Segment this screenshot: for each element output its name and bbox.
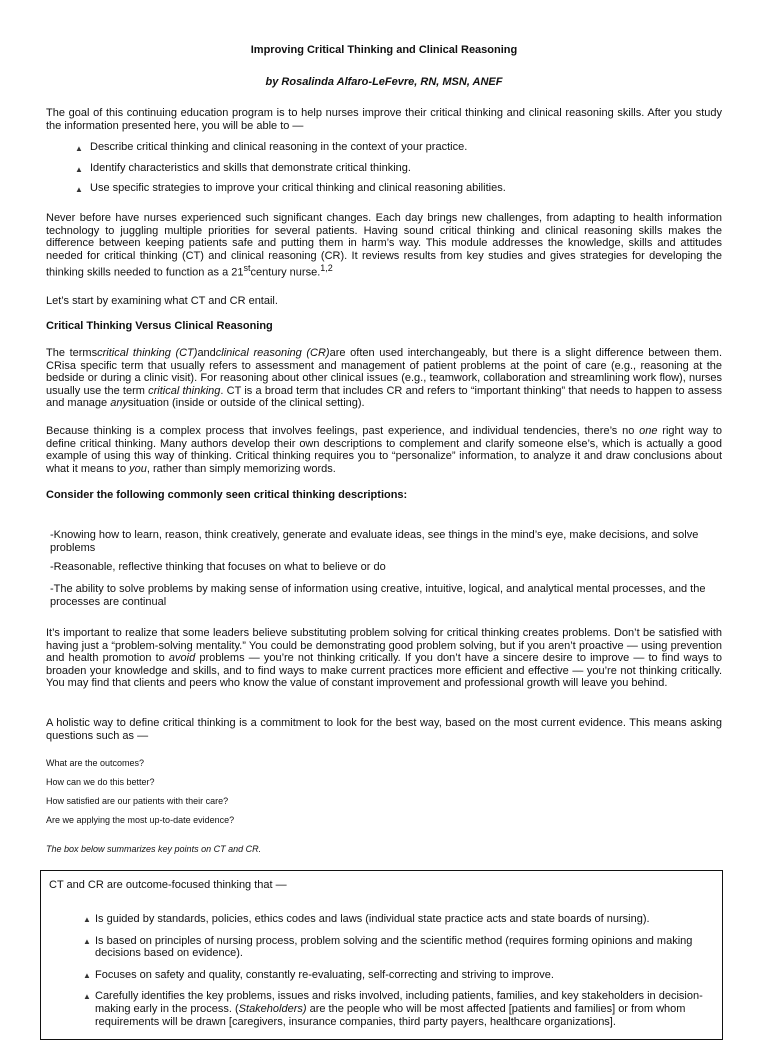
- list-item: ▲ Is based on principles of nursing process, problem solving and the scientific method (requires forming opinions and making decisions based on evidence).: [83, 934, 693, 960]
- list-item: ▲ Carefully identifies the key problems, issues and risks involved, including patients, families, and key stakeholders in decision-making early in the process. (Stakeholders) are the people who will be most affected [patients and families] or from whom requirements will be drawn [caregivers, insurance companies, third party payers, healthcare organizations].: [83, 990, 703, 1028]
- triangle-bullet-icon: ▲: [83, 992, 91, 1002]
- triangle-bullet-icon: ▲: [75, 185, 83, 195]
- box-note: The box below summarizes key points on CT and CR.: [46, 844, 262, 854]
- question-item: How can we do this better?: [46, 777, 155, 787]
- lets-start-paragraph: Let’s start by examining what CT and CR entail.: [46, 295, 278, 307]
- author-byline: by Rosalinda Alfaro-LeFevre, RN, MSN, ANEF: [265, 76, 503, 88]
- document-title: Improving Critical Thinking and Clinical Reasoning: [250, 44, 518, 56]
- because-paragraph: Because thinking is a complex process that involves feelings, past experience, and individual tendencies, there’s no one right way to define critical thinking. Many authors develop their own descriptions to complement and clarify someone else’s, which is actually a good example of using this way of thinking. Critical thinking requires you to “personalize” information, to analyze it and draw conclusions about what it means to you, rather than simply memorizing words.: [46, 425, 723, 475]
- description-item: -Knowing how to learn, reason, think creatively, generate and evaluate ideas, see things in the mind’s eye, make decisions, and solve problems: [50, 529, 699, 554]
- triangle-bullet-icon: ▲: [83, 936, 91, 946]
- list-item: [75, 162, 715, 175]
- triangle-bullet-icon: ▲: [75, 164, 83, 174]
- question-item: Are we applying the most up-to-date evidence?: [46, 815, 235, 825]
- description-item: -The ability to solve problems by making sense of information using creative, intuitive, logical, and analytical mental processes, and the processes are continual: [50, 583, 706, 608]
- objective-text: Identify characteristics and skills that demonstrate critical thinking.: [90, 161, 411, 174]
- summary-list: [83, 913, 711, 1037]
- question-item: How satisfied are our patients with their care?: [46, 796, 229, 806]
- important-paragraph: It’s important to realize that some leaders believe substituting problem solving for critical thinking creates problems. Don’t be satisfied with having just a “problem-solving mentality.” You could be demonstrating good problem solving, but if you aren’t proactive — using prevention and health promotion to avoid problems — you’re not thinking critically. If you don’t have a sincere desire to improve — to find ways to broaden your knowledge and skills, and to find ways to make current practices more efficient and effective — you’re not thinking critically. You may find that clients and peers who know the value of constant improvement and professional growth will leave you behind.: [46, 627, 722, 690]
- section-heading-descriptions: Consider the following commonly seen critical thinking descriptions:: [46, 489, 408, 501]
- list-item: ▲ Focuses on safety and quality, constantly re-evaluating, self-correcting and striving to improve.: [83, 968, 554, 981]
- list-item: [75, 182, 715, 195]
- triangle-bullet-icon: ▲: [83, 915, 91, 924]
- list-item: [75, 141, 715, 154]
- question-item: What are the outcomes?: [46, 758, 145, 768]
- holistic-paragraph: A holistic way to define critical thinking is a commitment to look for the best way, based on the most current evidence. This means asking questions such as —: [46, 717, 722, 742]
- objective-text: Describe critical thinking and clinical reasoning in the context of your practice.: [90, 141, 468, 153]
- objectives-list: [75, 141, 715, 195]
- intro-paragraph: The goal of this continuing education program is to help nurses improve their critical thinking and clinical reasoning skills. After you study the information presented here, you will be able to —: [46, 107, 722, 132]
- changes-paragraph: Never before have nurses experienced such significant changes. Each day brings new challenges, from adapting to health information technology to juggling multiple priorities for several patients. Having sound critical thinking and clinical reasoning skills makes the difference between keeping patients safe and putting them in harm’s way. This module addresses the knowledge, skills and attitudes needed for critical thinking (CT) and clinical reasoning (CR). It reviews results from key studies and gives strategies for developing the thinking skills needed to function as a 21stcentury nurse.$^{1,2}$: [46, 212, 722, 280]
- triangle-bullet-icon: ▲: [75, 144, 83, 153]
- section-heading-ct-vs-cr: Critical Thinking Versus Clinical Reasoning: [46, 320, 273, 332]
- objective-text: Use specific strategies to improve your critical thinking and clinical reasoning abilities.: [90, 182, 506, 195]
- summary-box: [40, 870, 723, 1040]
- terms-paragraph: The termscritical thinking (CT)andclinical reasoning (CR)are often used interchangeably, but there is a slight difference between them. CRisa specific term that usually refers to assessment and management of patient problems at the point of care (e.g., reasoning at the bedside or during a clinic visit). For reasoning about other clinical issues (e.g., teamwork, collaboration and streamlining work flow), nurses usually use the term critical thinking. CT is a broad term that includes CR and refers to “important thinking” that needs to happen to assess and manage anysituation (inside or outside of the clinical setting).: [46, 347, 722, 410]
- list-item: ▲ Is guided by standards, policies, ethics codes and laws (individual state practice acts and state boards of nursing).: [83, 913, 650, 925]
- description-item: -Reasonable, reflective thinking that focuses on what to believe or do: [50, 561, 386, 573]
- box-title: CT and CR are outcome-focused thinking that —: [49, 879, 287, 891]
- triangle-bullet-icon: ▲: [83, 970, 91, 980]
